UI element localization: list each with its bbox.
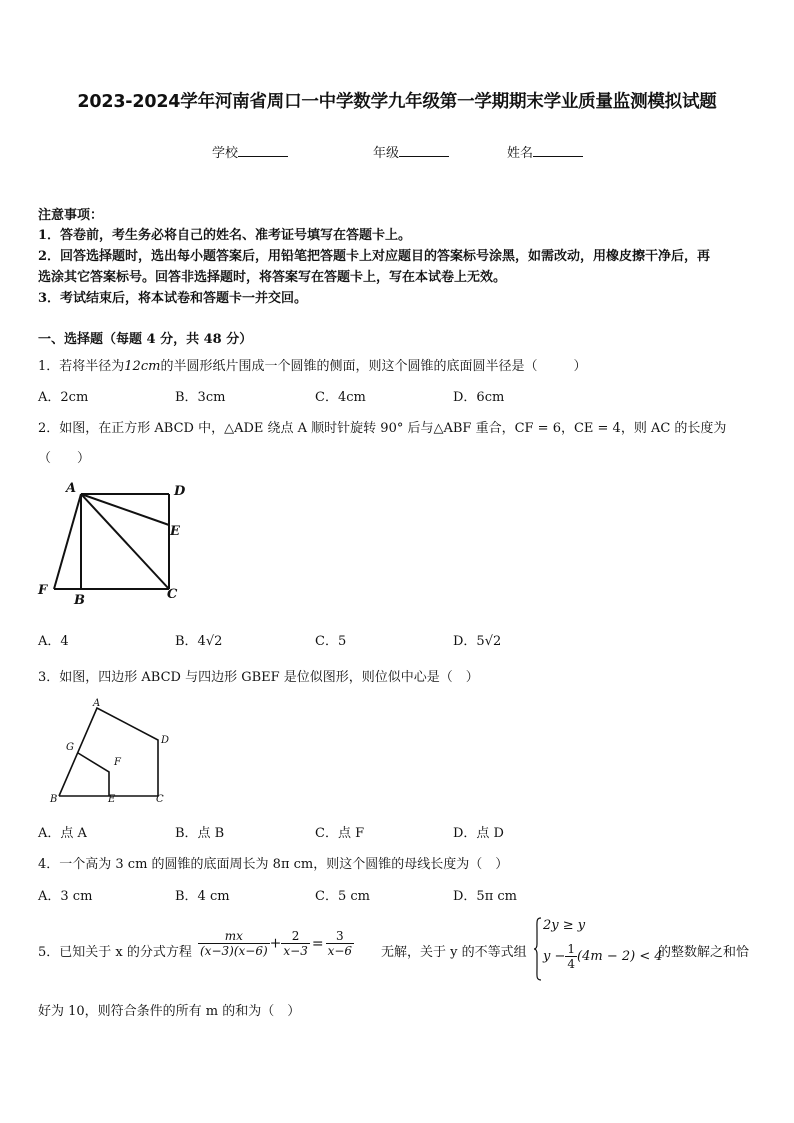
q2-option-d: D．5√2 [453, 634, 502, 649]
q2-figure [36, 478, 196, 608]
q4-option-b: B．4 cm [175, 889, 230, 904]
q5-inequality-2: y − $\frac{1}{4}$ (4m − 2) < 4 [543, 942, 663, 971]
q5-frac-1 [198, 929, 270, 958]
q5-text-d: 好为 10，则符合条件的所有 m 的和为（ ） [38, 1004, 301, 1019]
section-heading: 一、选择题（每题 4 分，共 48 分） [38, 332, 253, 347]
q5-ineq-frac: $\frac{1}{4}$ [567, 942, 576, 971]
q3-option-a: A．点 A [38, 826, 87, 841]
q1-text-c: ） [573, 359, 587, 374]
notes-item-2a: 2．回答选择题时，选出每小题答案后，用铅笔把答题卡上对应题目的答案标号涂黑，如需改动，用橡皮擦干净后，再 [38, 249, 711, 264]
name-blank [533, 143, 583, 157]
q3-label-g: G [66, 742, 74, 753]
question-2: 2．如图，在正方形 ABCD 中，△ADE 绕点 A 顺时针旋转 90° 后与△ABF 重合，CF = 6，CE = 4，则 AC 的长度为 [38, 421, 727, 436]
question-3: 3．如图，四边形 ABCD 与四边形 GBEF 是位似图形，则位似中心是（ ） [38, 670, 479, 685]
q3-label-b: B [50, 794, 58, 805]
q5-frac2-den: x−3 [283, 944, 308, 958]
q3-label-d: D [161, 735, 170, 746]
q3-option-d: D．点 D [453, 826, 504, 841]
notes-item-3: 3．考试结束后，将本试卷和答题卡一并交回。 [38, 291, 308, 306]
q1-option-a: A．2cm [38, 390, 89, 405]
exam-title: 2023-2024学年河南省周口一中学数学九年级第一学期期末学业质量监测模拟试题 [77, 92, 717, 112]
q2-option-b: B．4√2 [175, 634, 223, 649]
grade-field [373, 142, 449, 161]
q1-text-a: 1．若将半径为 [38, 359, 125, 374]
grade-label: 年级 [373, 146, 400, 161]
q5-text-c: 的整数解之和恰 [658, 945, 750, 960]
q5-inequality-1: 2y ≥ y [543, 918, 586, 933]
grade-blank [399, 143, 449, 157]
q5-text-b: 无解，关于 y 的不等式组 [381, 945, 527, 960]
school-blank [238, 143, 288, 157]
q3-quad-gbef [78, 753, 109, 796]
q2-option-c: C．5 [315, 634, 347, 649]
q2-label-f: F [38, 583, 48, 598]
notes-heading: 注意事项： [38, 208, 104, 223]
q5-frac-3 [326, 929, 354, 958]
q3-label-f: F [114, 757, 121, 768]
q2-label-e: E [170, 524, 180, 539]
q3-label-e: E [108, 794, 116, 805]
q1-option-b: B．3cm [175, 390, 226, 405]
q3-label-c: C [156, 794, 164, 805]
notes-item-2b: 选涂其它答案标号。回答非选择题时，将答案写在答题卡上，写在本试卷上无效。 [38, 270, 507, 285]
q2-label-d: D [174, 484, 186, 499]
q2-label-c: C [167, 587, 178, 602]
q2-label-a: A [66, 481, 77, 496]
q5-brace [533, 916, 543, 982]
question-1 [38, 355, 586, 374]
name-field [507, 142, 583, 161]
q3-option-c: C．点 F [315, 826, 365, 841]
q5-plus: + [269, 935, 282, 952]
q1-value: 12cm [124, 359, 161, 374]
q5-frac2-num: 2 [281, 929, 309, 944]
q4-option-d: D．5π cm [453, 889, 517, 904]
q4-option-a: A．3 cm [38, 889, 93, 904]
q5-equals: = [311, 935, 324, 952]
school-label: 学校 [212, 146, 239, 161]
q3-label-a: A [93, 698, 101, 709]
q1-option-d: D．6cm [453, 390, 505, 405]
school-field [212, 142, 288, 161]
q3-figure [46, 696, 186, 808]
q5-frac3-num: 3 [326, 929, 354, 944]
q2-edge-af [54, 494, 81, 589]
q2-paren: （ ） [38, 451, 91, 466]
name-label: 姓名 [507, 146, 534, 161]
q1-option-c: C．4cm [315, 390, 366, 405]
q3-option-b: B．点 B [175, 826, 225, 841]
q2-diag-ac [81, 494, 169, 589]
q5-frac3-den: x−6 [327, 944, 353, 958]
q5-frac-2 [281, 929, 309, 958]
q2-option-a: A．4 [38, 634, 69, 649]
q5-frac1-den: (x−3)(x−6) [200, 944, 268, 958]
q5-text-a: 5．已知关于 x 的分式方程 [38, 945, 192, 960]
q5-frac1-num: mx [198, 929, 270, 944]
notes-item-1: 1．答卷前，考生务必将自己的姓名、准考证号填写在答题卡上。 [38, 228, 412, 243]
q2-label-b: B [74, 593, 85, 608]
q5-equation [198, 929, 354, 958]
q1-text-b: 的半圆形纸片围成一个圆锥的侧面，则这个圆锥的底面圆半径是（ [160, 359, 538, 374]
question-4: 4．一个高为 3 cm 的圆锥的底面周长为 8π cm，则这个圆锥的母线长度为（ ） [38, 857, 509, 872]
q4-option-c: C．5 cm [315, 889, 370, 904]
